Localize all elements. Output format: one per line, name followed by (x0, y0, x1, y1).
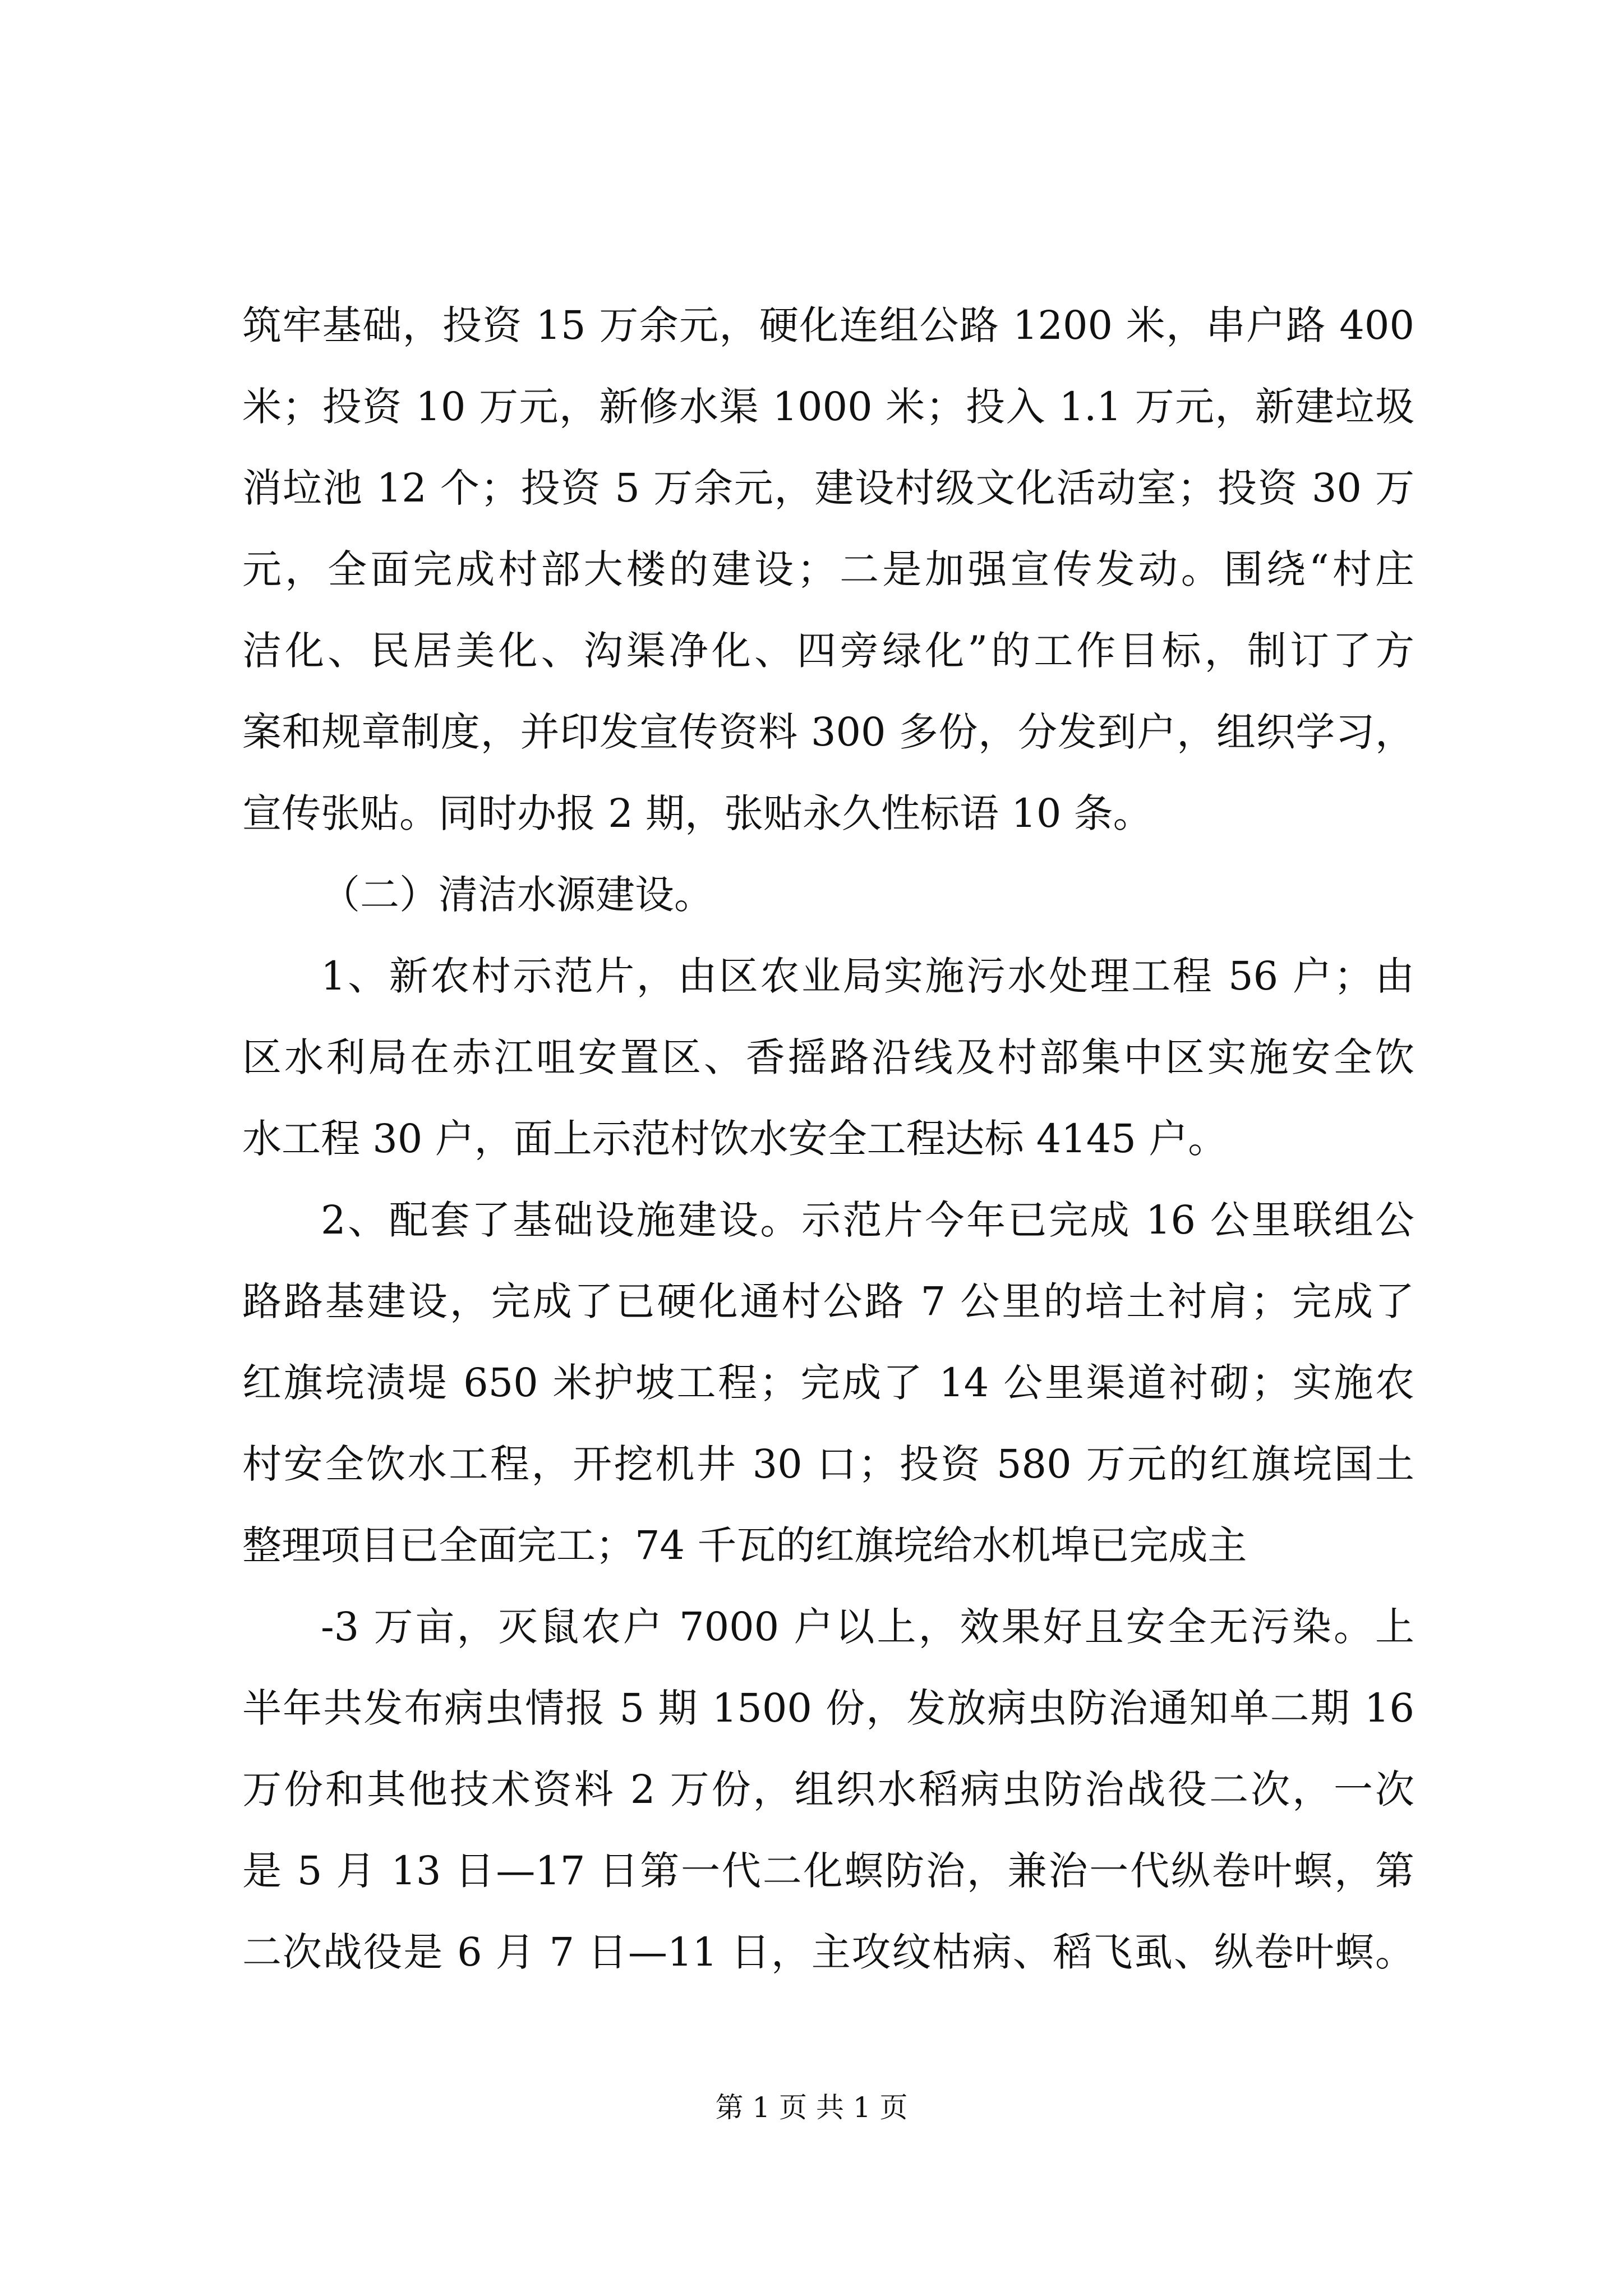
paragraph-line: 整理项目已全面完工；74 千瓦的红旗垸给水机埠已完成主 (242, 1522, 1247, 1568)
paragraph-line: 筑牢基础，投资 15 万余元，硬化连组公路 1200 米，串户路 400 (242, 302, 1414, 348)
paragraph-line: 区水利局在赤江咀安置区、香摇路沿线及村部集中区实施安全饮 (242, 1034, 1414, 1080)
paragraph-line: 洁化、民居美化、沟渠净化、四旁绿化”的工作目标，制订了方 (242, 628, 1414, 674)
paragraph-line: 路路基建设，完成了已硬化通村公路 7 公里的培土衬肩；完成了 (242, 1278, 1414, 1324)
page-number-label: 第 1 页 共 1 页 (715, 2091, 908, 2124)
paragraph-line: 半年共发布病虫情报 5 期 1500 份，发放病虫防治通知单二期 16 (242, 1685, 1414, 1731)
page-footer (0, 2088, 1623, 2127)
paragraph-line: -3 万亩，灭鼠农户 7000 户以上，效果好且安全无污染。上 (321, 1604, 1414, 1650)
paragraph-line: 宣传张贴。同时办报 2 期，张贴永久性标语 10 条。 (242, 790, 1152, 836)
paragraph-line: 1、新农村示范片，由区农业局实施污水处理工程 56 户；由 (321, 953, 1414, 999)
paragraph-line: 水工程 30 户，面上示范村饮水安全工程达标 4145 户。 (242, 1116, 1228, 1162)
paragraph-line: 案和规章制度，并印发宣传资料 300 多份，分发到户，组织学习， (242, 709, 1414, 755)
paragraph-line: 村安全饮水工程，开挖机井 30 口；投资 580 万元的红旗垸国土 (242, 1441, 1414, 1487)
paragraph-line: 万份和其他技术资料 2 万份，组织水稻病虫防治战役二次，一次 (242, 1766, 1414, 1812)
paragraph-line: 2、配套了基础设施建设。示范片今年已完成 16 公里联组公 (321, 1197, 1414, 1243)
paragraph-line: 红旗垸渍堤 650 米护坡工程；完成了 14 公里渠道衬砌；实施农 (242, 1360, 1414, 1406)
section-heading: （二）清洁水源建设。 (321, 872, 713, 918)
paragraph-line: 米；投资 10 万元，新修水渠 1000 米；投入 1.1 万元，新建垃圾 (242, 384, 1414, 430)
paragraph-line: 元，全面完成村部大楼的建设；二是加强宣传发动。围绕“村庄 (242, 546, 1414, 592)
paragraph-line: 消垃池 12 个；投资 5 万余元，建设村级文化活动室；投资 30 万 (242, 465, 1414, 511)
paragraph-line: 是 5 月 13 日—17 日第一代二化螟防治，兼治一代纵卷叶螟，第 (242, 1848, 1414, 1894)
paragraph-line: 二次战役是 6 月 7 日—11 日，主攻纹枯病、稻飞虱、纵卷叶螟。 (242, 1929, 1414, 1975)
